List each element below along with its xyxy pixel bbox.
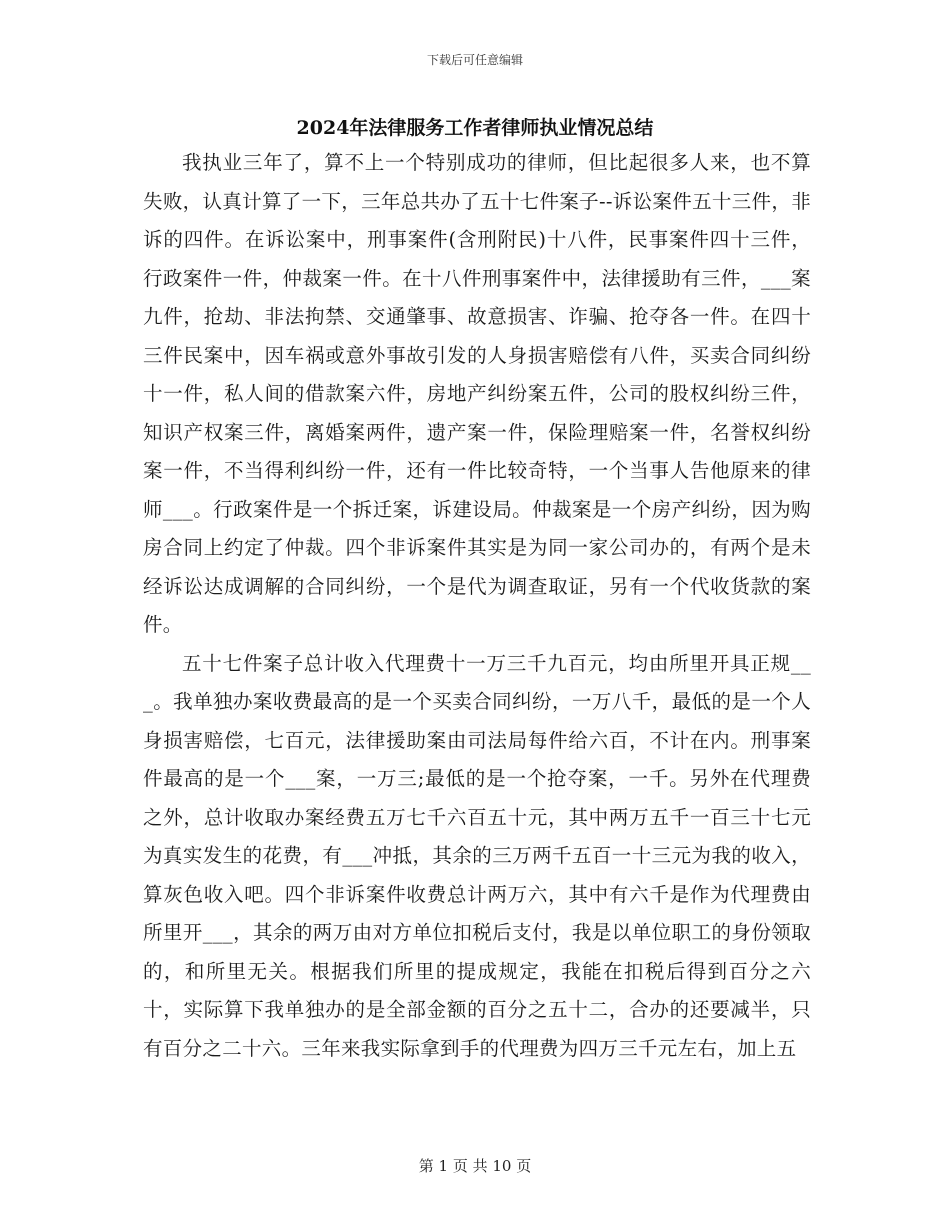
- body-paragraph-1: 我执业三年了，算不上一个特别成功的律师，但比起很多人来，也不算失败，认真计算了一下，三年总共办了五十七件案子--诉讼案件五十三件，非诉的四件。在诉讼案中，刑事案件(含刑附民)十八件，民事案件四十三件，行政案件一件，仲裁案一件。在十八件刑事案件中，法律援助有三件，___案九件，抢劫、非法拘禁、交通肇事、故意损害、诈骗、抢夺各一件。在四十三件民案中，因车祸或意外事故引发的人身损害赔偿有八件，买卖合同纠纷十一件，私人间的借款案六件，房地产纠纷案五件，公司的股权纠纷三件，知识产权案三件，离婚案两件，遗产案一件，保险理赔案一件，名誉权纠纷案一件，不当得利纠纷一件，还有一件比较奇特，一个当事人告他原来的律师___。行政案件是一个拆迁案，诉建设局。仲裁案是一个房产纠纷，因为购房合同上约定了仲裁。四个非诉案件其实是为同一家公司办的，有两个是未经诉讼达成调解的合同纠纷，一个是代为调查取证，另有一个代收货款的案件。: [143, 151, 811, 636]
- body-paragraph-2: 五十七件案子总计收入代理费十一万三千九百元，均由所里开具正规___。我单独办案收费最高的是一个买卖合同纠纷，一万八千，最低的是一个人身损害赔偿，七百元，法律援助案由司法局每件给六百，不计在内。刑事案件最高的是一个___案，一万三;最低的是一个抢夺案，一千。另外在代理费之外，总计收取办案经费五万七千六百五十元，其中两万五千一百三十七元为真实发生的花费，有___冲抵，其余的三万两千五百一十三元为我的收入，算灰色收入吧。四个非诉案件收费总计两万六，其中有六千是作为代理费由所里开___，其余的两万由对方单位扣税后支付，我是以单位职工的身份领取的，和所里无关。根据我们所里的提成规定，我能在扣税后得到百分之六十，实际算下我单独办的是全部金额的百分之五十二，合办的还要减半，只有百分之二十六。三年来我实际拿到手的代理费为四万三千元左右，加上五: [143, 651, 811, 1060]
- document-body: [143, 144, 811, 1068]
- page-header-note: 下载后可任意编辑: [426, 53, 523, 67]
- page-number-footer: 第 1 页 共 10 页: [418, 1157, 532, 1175]
- document-title: 2024年法律服务工作者律师执业情况总结: [296, 117, 654, 139]
